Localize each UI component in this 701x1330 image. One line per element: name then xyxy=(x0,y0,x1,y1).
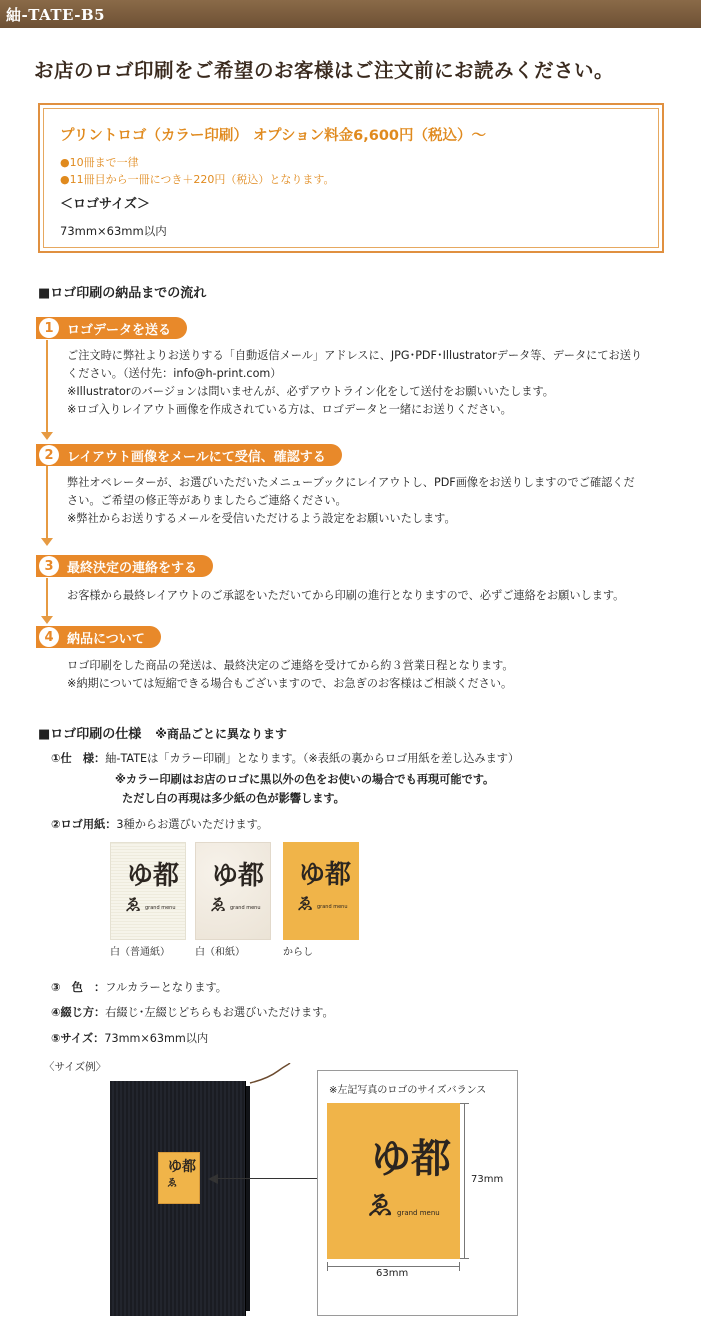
text-line: ※納期については短縮できる場合もございますので、お急ぎのお客様はご相談ください。 xyxy=(67,677,513,690)
page-headline: お店のロゴ印刷をご希望のお客様はご注文前にお読みください。 xyxy=(34,59,615,82)
step-1-label xyxy=(36,317,187,339)
spec-value: 73mm×63mm以内 xyxy=(104,1032,209,1045)
logo-subtext: grand menu xyxy=(145,905,176,911)
paper-swatch-white-plain xyxy=(110,842,186,940)
step-number-icon: 1 xyxy=(39,318,59,338)
step-3-text xyxy=(67,587,624,605)
menu-book-spine xyxy=(246,1086,250,1311)
text-line: ください。（送付先：info@h-print.com） xyxy=(67,367,282,380)
logo-mark: ゑ xyxy=(297,894,314,913)
flow-connector xyxy=(46,466,48,538)
logo-subtext: grand menu xyxy=(397,1209,440,1217)
dimension-tick xyxy=(327,1262,328,1271)
step-4-text xyxy=(67,657,514,693)
size-balance-caption: ※左記写真のロゴのサイズバランス xyxy=(329,1085,487,1096)
spec-item-1 xyxy=(51,750,519,766)
logo-glyph: ゆ都 xyxy=(127,861,180,891)
dimension-tick xyxy=(459,1262,460,1271)
spec-value: フルカラーとなります。 xyxy=(105,981,227,994)
paper-swatch-washi xyxy=(195,842,271,940)
spec-label: ①仕 様： xyxy=(51,752,106,765)
logo-glyph: ゆ都 xyxy=(212,861,265,891)
spec-item-4 xyxy=(51,1004,334,1020)
spec-item-3 xyxy=(51,979,227,995)
option-bullet: ●11冊目から一冊につき＋220円（税込）となります。 xyxy=(60,173,335,186)
spec-note: ただし白の再現は多少紙の色が影響します。 xyxy=(122,792,345,805)
flow-connector xyxy=(46,340,48,432)
spec-label: ⑤サイズ： xyxy=(51,1032,105,1045)
logo-subtext: grand menu xyxy=(317,904,348,910)
arrow-left-icon xyxy=(208,1174,218,1184)
option-price-box xyxy=(38,103,664,253)
paper-swatch-karashi xyxy=(283,842,359,940)
spec-label: ③ 色 ： xyxy=(51,981,106,994)
step-title: 最終決定の連絡をする xyxy=(67,560,198,576)
logo-mark: ゑ xyxy=(367,1191,394,1221)
flow-arrow-icon xyxy=(41,538,53,546)
step-title: ロゴデータを送る xyxy=(67,322,172,338)
logo-glyph: ゆ都 xyxy=(299,860,352,890)
logo-mark: ゑ xyxy=(167,1178,177,1189)
logo-subtext: grand menu xyxy=(230,905,261,911)
spec-heading-note: ※商品ごとに異なります xyxy=(155,727,287,741)
menu-logo-label xyxy=(158,1152,200,1204)
logo-glyph: ゆ都 xyxy=(168,1159,196,1175)
height-dimension-label: 73mm xyxy=(471,1174,504,1185)
logo-glyph: ゆ都 xyxy=(371,1135,451,1182)
step-2-label xyxy=(36,444,342,466)
step-2-text xyxy=(67,474,635,528)
paper-caption: 白（和紙） xyxy=(195,947,245,958)
logo-size-heading: ＜ロゴサイズ＞ xyxy=(60,197,150,212)
flow-heading: ■ロゴ印刷の納品までの流れ xyxy=(38,286,207,301)
text-line: ご注文時に弊社よりお送りする「自動返信メール」アドレスに、JPG･PDF･Illustratorデータ等、データにてお送り xyxy=(67,349,643,362)
dimension-tick xyxy=(460,1103,469,1104)
logo-size-value: 73mm×63mm以内 xyxy=(60,224,167,238)
step-1-text xyxy=(67,347,642,419)
logo-mark: ゑ xyxy=(125,895,142,914)
text-line: ロゴ印刷をした商品の発送は、最終決定のご連絡を受けてから約３営業日程となります。 xyxy=(67,659,514,672)
spec-note: ※カラー印刷はお店のロゴに黒以外の色をお使いの場合でも再現可能です。 xyxy=(115,773,495,786)
step-number-icon: 3 xyxy=(39,556,59,576)
text-line: ※Illustratorのバージョンは問いませんが、必ずアウトライン化をして送付をお願いいたします。 xyxy=(67,385,554,398)
spec-value: 紬-TATEは「カラー印刷」となります。（※表紙の裏からロゴ用紙を差し込みます） xyxy=(105,752,520,765)
flow-arrow-icon xyxy=(41,616,53,624)
spec-item-5 xyxy=(51,1030,208,1046)
spec-value: 右綴じ･左綴じどちらもお選びいただけます。 xyxy=(105,1006,334,1019)
spec-heading-text: ■ロゴ印刷の仕様 xyxy=(38,727,142,742)
text-line: お客様から最終レイアウトのご承認をいただいてから印刷の進行となりますので、必ずご連絡をお願いします。 xyxy=(67,589,625,602)
logo-mark: ゑ xyxy=(210,895,227,914)
logo-label-enlarged xyxy=(327,1103,460,1259)
pointer-arrow-line xyxy=(217,1178,317,1179)
title-bar xyxy=(0,0,701,28)
paper-caption: 白（普通紙） xyxy=(110,947,170,958)
text-line: 弊社オペレーターが、お選びいただいたメニューブックにレイアウトし、PDF画像をお送りしますのでご確認くだ xyxy=(67,476,635,489)
size-balance-box xyxy=(317,1070,518,1316)
text-line: ※弊社からお送りするメールを受信いただけるよう設定をお願いいたします。 xyxy=(67,512,456,525)
spec-heading xyxy=(38,723,287,742)
text-line: さい。ご希望の修正等がありましたらご連絡ください。 xyxy=(67,494,347,507)
flow-connector xyxy=(46,578,48,616)
spec-item-2 xyxy=(51,816,268,832)
text-line: ※ロゴ入りレイアウト画像を作成されている方は、ロゴデータと一緒にお送りください。 xyxy=(67,403,512,416)
step-3-label xyxy=(36,555,213,577)
step-4-label xyxy=(36,626,161,648)
paper-caption: からし xyxy=(283,947,313,958)
step-title: レイアウト画像をメールにて受信、確認する xyxy=(67,449,326,465)
spec-value: 3種からお選びいただけます。 xyxy=(116,818,269,831)
size-example-label: 〈サイズ例〉 xyxy=(44,1061,107,1073)
width-dimension-line xyxy=(327,1266,460,1267)
product-title: 紬-TATE-B5 xyxy=(6,6,106,24)
dimension-tick xyxy=(460,1258,469,1259)
step-number-icon: 2 xyxy=(39,445,59,465)
spec-label: ②ロゴ用紙： xyxy=(51,818,117,831)
step-title: 納品について xyxy=(67,631,145,647)
width-dimension-label: 63mm xyxy=(376,1268,409,1279)
cord-icon xyxy=(248,1063,292,1085)
step-number-icon: 4 xyxy=(39,627,59,647)
option-title: プリントロゴ（カラー印刷） オプション料金6,600円（税込）～ xyxy=(60,128,487,144)
height-dimension-line xyxy=(464,1103,465,1259)
option-bullet: ●10冊まで一律 xyxy=(60,156,139,169)
spec-label: ④綴じ方： xyxy=(51,1006,106,1019)
flow-arrow-icon xyxy=(41,432,53,440)
